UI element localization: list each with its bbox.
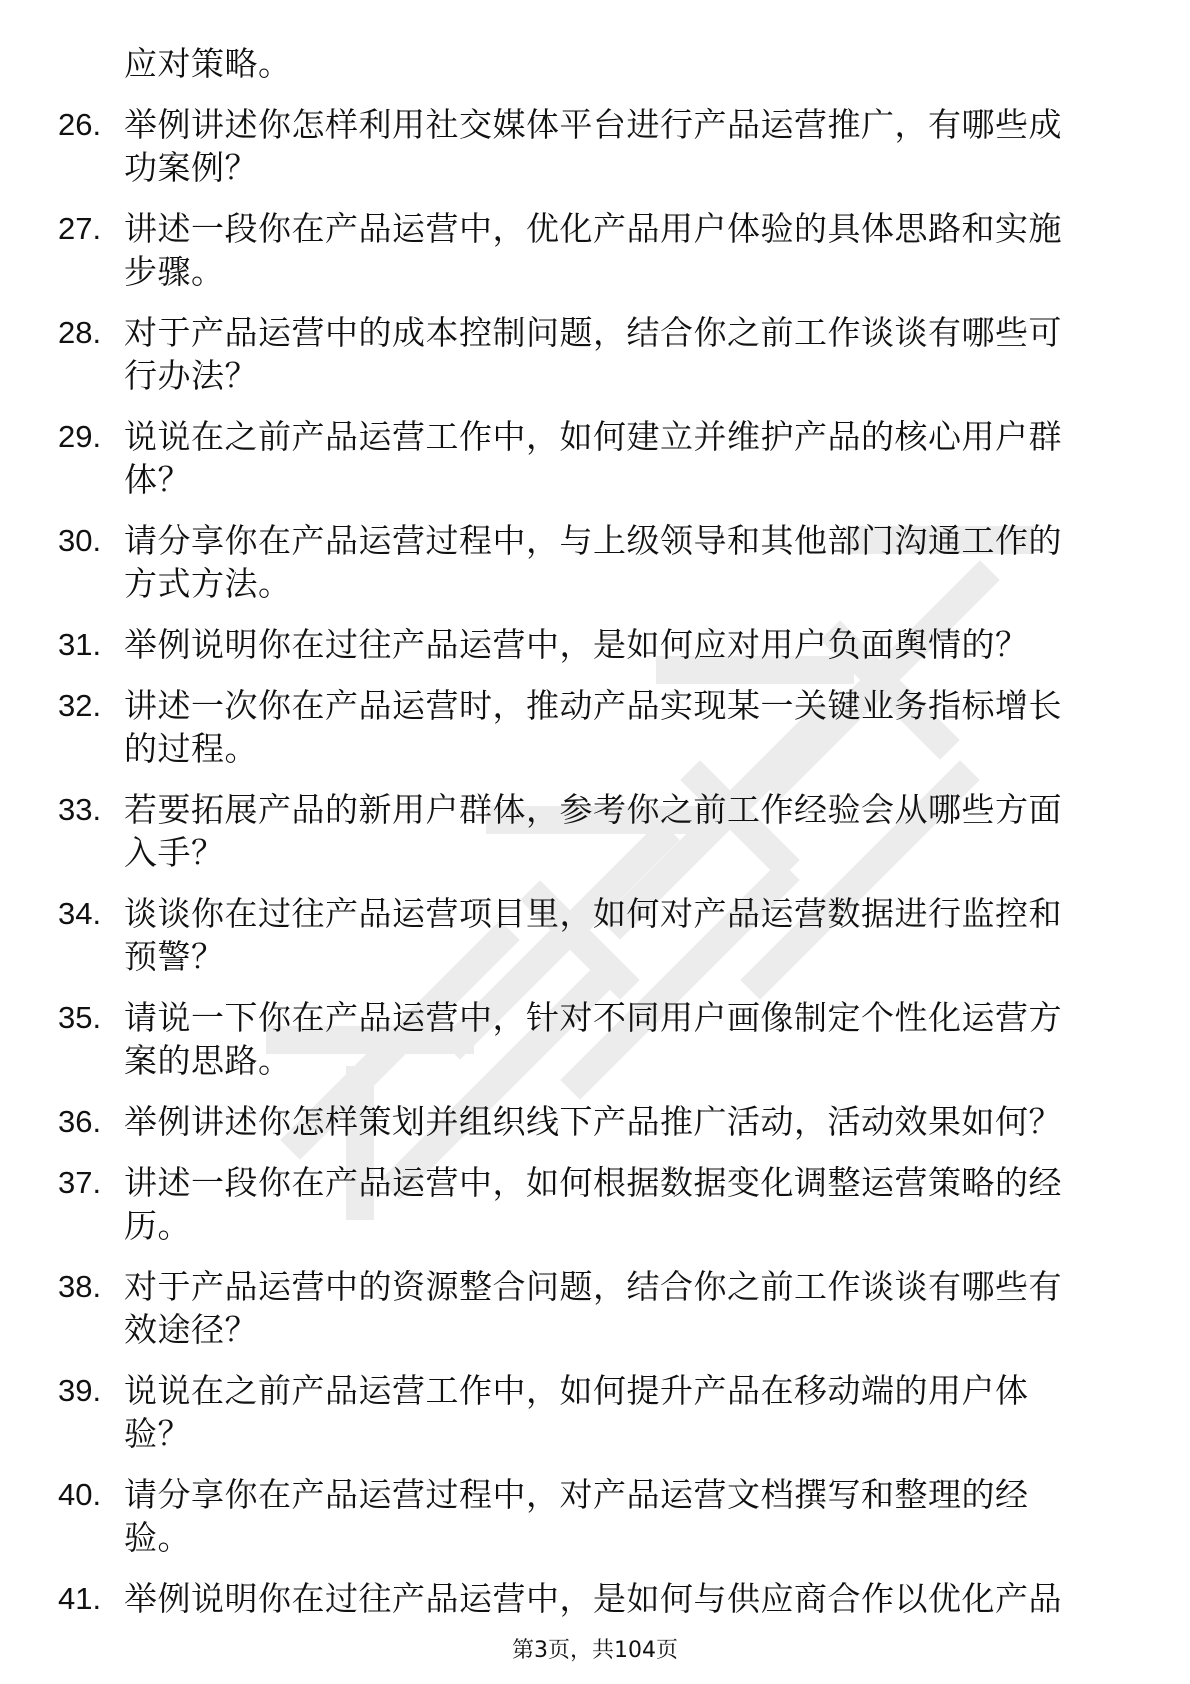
item-number: 37. [58,1165,102,1200]
item-text: 讲述一段你在产品运营中，如何根据数据变化调整运营策略的经历。 [124,1163,1062,1245]
list-item [58,103,1118,189]
item-text: 请分享你在产品运营过程中，对产品运营文档撰写和整理的经验。 [124,1475,1029,1557]
item-text: 请说一下你在产品运营中，针对不同用户画像制定个性化运营方案的思路。 [124,998,1062,1080]
item-number: 32. [58,688,102,723]
list-item [58,1100,1118,1143]
item-text: 举例讲述你怎样策划并组织线下产品推广活动，活动效果如何？ [124,1102,1062,1141]
list-item [58,996,1118,1082]
list-item [58,1369,1118,1455]
item-number: 38. [58,1269,102,1304]
list-item [58,519,1118,605]
item-text: 请分享你在产品运营过程中，与上级领导和其他部门沟通工作的方式方法。 [124,521,1062,603]
continuation-text: 应对策略。 [124,44,292,83]
item-text: 对于产品运营中的资源整合问题，结合你之前工作谈谈有哪些有效途径？ [124,1267,1062,1349]
item-number: 28. [58,315,102,350]
item-number: 30. [58,523,102,558]
item-number: 35. [58,1000,102,1035]
item-number: 36. [58,1104,102,1139]
item-text: 举例说明你在过往产品运营中，是如何应对用户负面舆情的？ [124,625,1029,664]
item-text: 说说在之前产品运营工作中，如何建立并维护产品的核心用户群体？ [124,417,1062,499]
list-item [58,415,1118,501]
list-item [58,311,1118,397]
item-number: 31. [58,627,102,662]
item-number: 40. [58,1477,102,1512]
item-number: 27. [58,211,102,246]
item-number: 41. [58,1581,102,1616]
list-item [58,1265,1118,1351]
list-item [58,207,1118,293]
list-item [58,892,1118,978]
page-footer: 第3页，共104页 [512,1638,678,1663]
item-number: 34. [58,896,102,931]
item-text: 举例说明你在过往产品运营中，是如何与供应商合作以优化产品 [124,1579,1062,1618]
list-item [58,1473,1118,1559]
item-text: 对于产品运营中的成本控制问题，结合你之前工作谈谈有哪些可行办法？ [124,313,1062,395]
list-item [58,684,1118,770]
item-number: 29. [58,419,102,454]
item-text: 说说在之前产品运营工作中，如何提升产品在移动端的用户体验？ [124,1371,1029,1453]
item-text: 谈谈你在过往产品运营项目里，如何对产品运营数据进行监控和预警？ [124,894,1062,976]
list-item [58,788,1118,874]
item-text: 举例讲述你怎样利用社交媒体平台进行产品运营推广，有哪些成功案例？ [124,105,1062,187]
item-text: 若要拓展产品的新用户群体，参考你之前工作经验会从哪些方面入手？ [124,790,1062,872]
item-text: 讲述一次你在产品运营时，推动产品实现某一关键业务指标增长的过程。 [124,686,1062,768]
list-item [58,1161,1118,1247]
item-number: 26. [58,107,102,142]
item-text: 讲述一段你在产品运营中，优化产品用户体验的具体思路和实施步骤。 [124,209,1062,291]
item-number: 39. [58,1373,102,1408]
question-list [58,42,1118,1620]
list-item [58,1577,1118,1620]
item-number: 33. [58,792,102,827]
list-item [58,623,1118,666]
